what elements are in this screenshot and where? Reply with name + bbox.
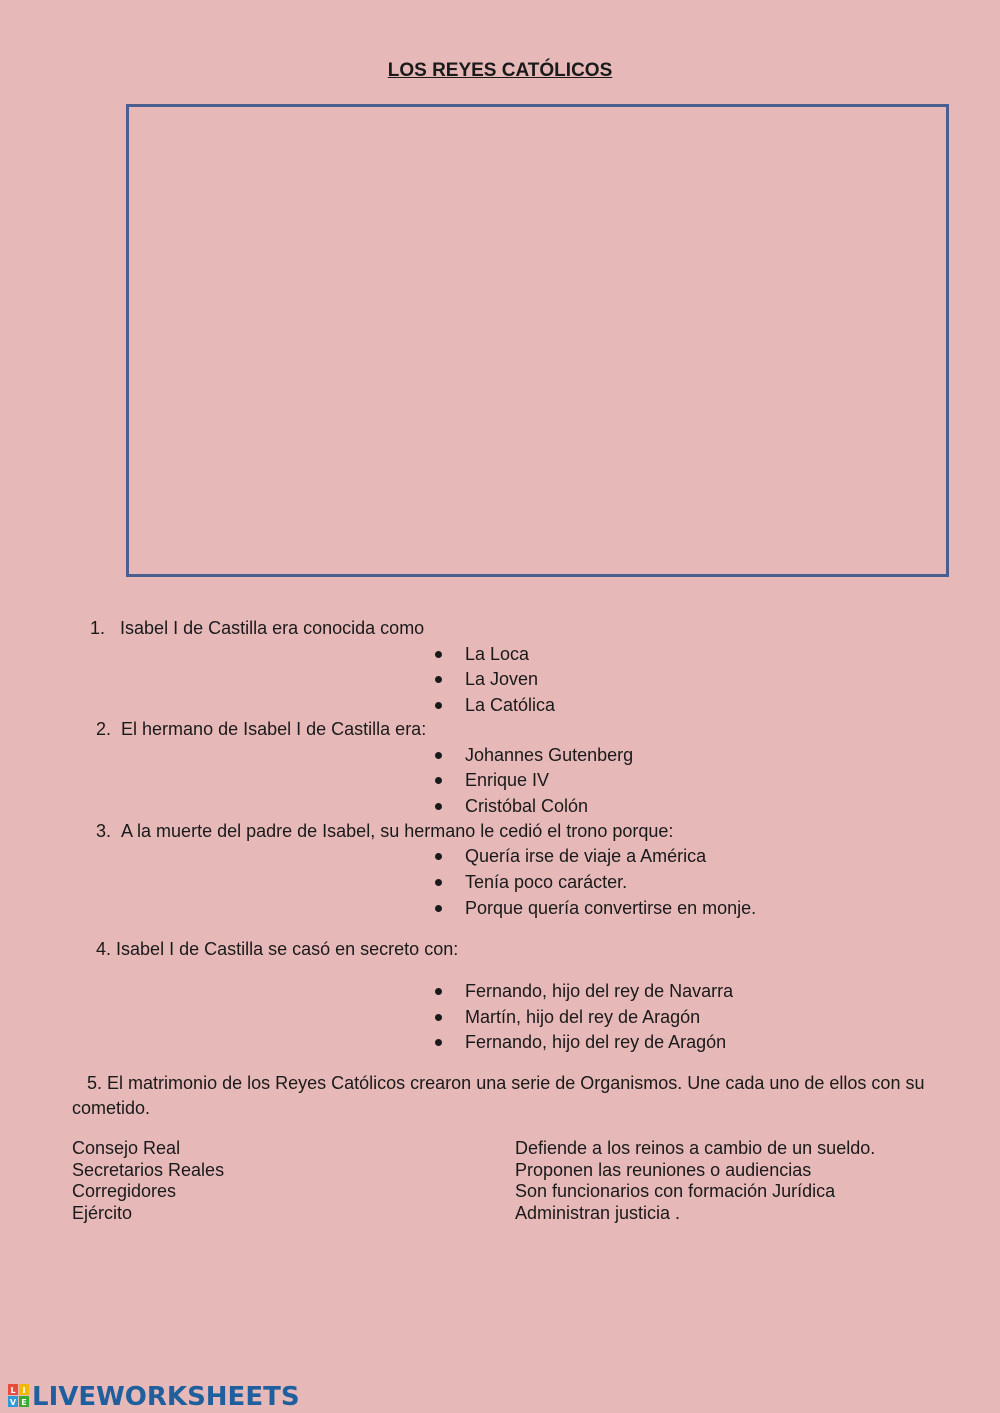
question-text: Isabel I de Castilla era conocida como — [120, 618, 425, 638]
bullet-icon — [435, 879, 442, 886]
bullet-icon — [435, 988, 442, 995]
bullet-icon — [435, 651, 442, 658]
bullet-icon — [435, 777, 442, 784]
match-right-item[interactable]: Proponen las reuniones o audiencias — [515, 1159, 812, 1180]
question-number: 3. — [96, 821, 112, 841]
liveworksheets-badge-icon — [8, 1384, 30, 1408]
match-left-item[interactable]: Corregidores — [72, 1181, 177, 1201]
match-left-item[interactable]: Ejército — [72, 1202, 133, 1223]
question-number: 4. — [96, 939, 112, 959]
bullet-icon — [435, 752, 442, 759]
question-5 — [72, 1071, 932, 1121]
svg-text:E: E — [21, 1398, 27, 1407]
bullet-icon — [435, 676, 442, 683]
question-text: El matrimonio de los Reyes Católicos crearon una serie de Organismos. Une cada uno de ellos con su cometido. — [72, 1073, 925, 1118]
image-placeholder-frame — [126, 104, 949, 577]
bullet-icon — [435, 803, 442, 810]
bullet-icon — [435, 1039, 442, 1046]
bullet-icon — [435, 905, 442, 912]
match-left-column — [72, 1138, 224, 1224]
question-2 — [96, 718, 426, 740]
question-number: 5. — [87, 1073, 103, 1093]
bullet-icon — [435, 1014, 442, 1021]
question-text: El hermano de Isabel I de Castilla era: — [121, 719, 427, 739]
question-number: 1. — [90, 618, 106, 638]
logo-text: LIVEWORKSHEETS — [32, 1382, 300, 1412]
match-right-item[interactable]: Administran justicia . — [515, 1202, 681, 1223]
match-right-item[interactable]: Defiende a los reinos a cambio de un sueldo. — [515, 1138, 876, 1158]
question-text: Isabel I de Castilla se casó en secreto con: — [116, 939, 459, 959]
question-number: 2. — [96, 719, 112, 739]
question-text: A la muerte del padre de Isabel, su hermano le cedió el trono porque: — [121, 821, 674, 841]
match-left-item[interactable]: Secretarios Reales — [72, 1159, 225, 1180]
page-title: LOS REYES CATÓLICOS — [387, 60, 613, 81]
svg-text:L: L — [10, 1386, 16, 1395]
svg-text:I: I — [22, 1386, 26, 1395]
question-3 — [96, 820, 673, 842]
question-1 — [90, 617, 424, 639]
question-4 — [96, 938, 458, 960]
match-right-item[interactable]: Son funcionarios con formación Jurídica — [515, 1181, 836, 1201]
bullet-icon — [435, 702, 442, 709]
match-left-item[interactable]: Consejo Real — [72, 1138, 181, 1158]
match-right-column — [515, 1138, 875, 1224]
svg-text:V: V — [9, 1398, 17, 1407]
bullet-icon — [435, 853, 442, 860]
